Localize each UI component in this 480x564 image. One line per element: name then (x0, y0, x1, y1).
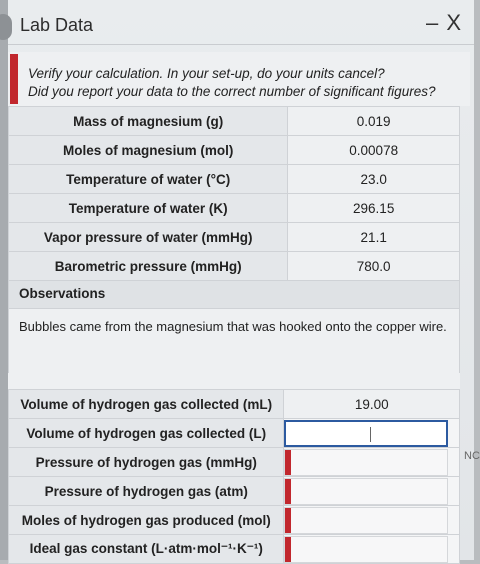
table-row (9, 223, 460, 252)
lab-data-content (8, 52, 470, 564)
row-label: Mass of magnesium (g) (9, 107, 288, 136)
table-row (9, 477, 460, 506)
table-row (9, 448, 460, 477)
notice-line-2: Did you report your data to the correct number of significant figures? (28, 84, 436, 99)
table-row (9, 194, 460, 223)
row-value: 19.00 (284, 390, 460, 419)
row-value: 0.00078 (288, 136, 460, 165)
side-peek-text: NC (464, 450, 480, 462)
hydrogen-gas-table (8, 389, 460, 564)
row-label: Temperature of water (°C) (9, 165, 288, 194)
required-marker (285, 450, 291, 475)
close-icon[interactable]: – X (425, 10, 462, 35)
gas-constant-cell (284, 535, 460, 564)
pressure-atm-cell (284, 477, 460, 506)
required-marker (285, 508, 291, 533)
notice-line-1: Verify your calculation. In your set-up, do your units cancel? (28, 66, 385, 81)
title-bar (8, 6, 470, 44)
table-row (9, 107, 460, 136)
row-label: Moles of hydrogen gas produced (mol) (9, 506, 284, 535)
row-label: Pressure of hydrogen gas (mmHg) (9, 448, 284, 477)
row-value: 0.019 (288, 107, 460, 136)
left-edge-strip (0, 0, 8, 560)
moles-hydrogen-cell (284, 506, 460, 535)
observations-heading: Observations (8, 281, 460, 309)
row-label: Barometric pressure (mmHg) (9, 252, 288, 281)
row-label: Vapor pressure of water (mmHg) (9, 223, 288, 252)
row-value: 23.0 (288, 165, 460, 194)
measurement-table (8, 106, 460, 281)
row-label: Temperature of water (K) (9, 194, 288, 223)
text-caret (370, 427, 371, 442)
row-label: Ideal gas constant (L·atm·mol⁻¹·K⁻¹) (9, 535, 284, 564)
table-row (9, 535, 460, 564)
pressure-atm-input[interactable] (284, 478, 448, 505)
row-label: Pressure of hydrogen gas (atm) (9, 477, 284, 506)
row-label: Volume of hydrogen gas collected (L) (9, 419, 284, 448)
section-spacer (8, 373, 460, 389)
table-row (9, 136, 460, 165)
required-marker (285, 479, 291, 504)
row-label: Volume of hydrogen gas collected (mL) (9, 390, 284, 419)
row-value: 21.1 (288, 223, 460, 252)
table-row (9, 165, 460, 194)
title-divider (8, 44, 474, 45)
required-marker (285, 537, 291, 562)
table-row (9, 390, 460, 419)
moles-hydrogen-input[interactable] (284, 507, 448, 534)
table-row (9, 419, 460, 448)
row-label: Moles of magnesium (mol) (9, 136, 288, 165)
row-value: 296.15 (288, 194, 460, 223)
volume-liters-input[interactable] (284, 420, 448, 447)
volume-liters-cell (284, 419, 460, 448)
pressure-mmhg-input[interactable] (284, 449, 448, 476)
pressure-mmhg-cell (284, 448, 460, 477)
gas-constant-input[interactable] (284, 536, 448, 563)
table-row (9, 252, 460, 281)
table-row (9, 506, 460, 535)
notice-accent-bar (10, 54, 18, 104)
row-value: 780.0 (288, 252, 460, 281)
observations-text: Bubbles came from the magnesium that was hooked onto the copper wire. (8, 309, 460, 373)
window-title: Lab Data (20, 15, 94, 35)
verify-notice (8, 52, 470, 106)
